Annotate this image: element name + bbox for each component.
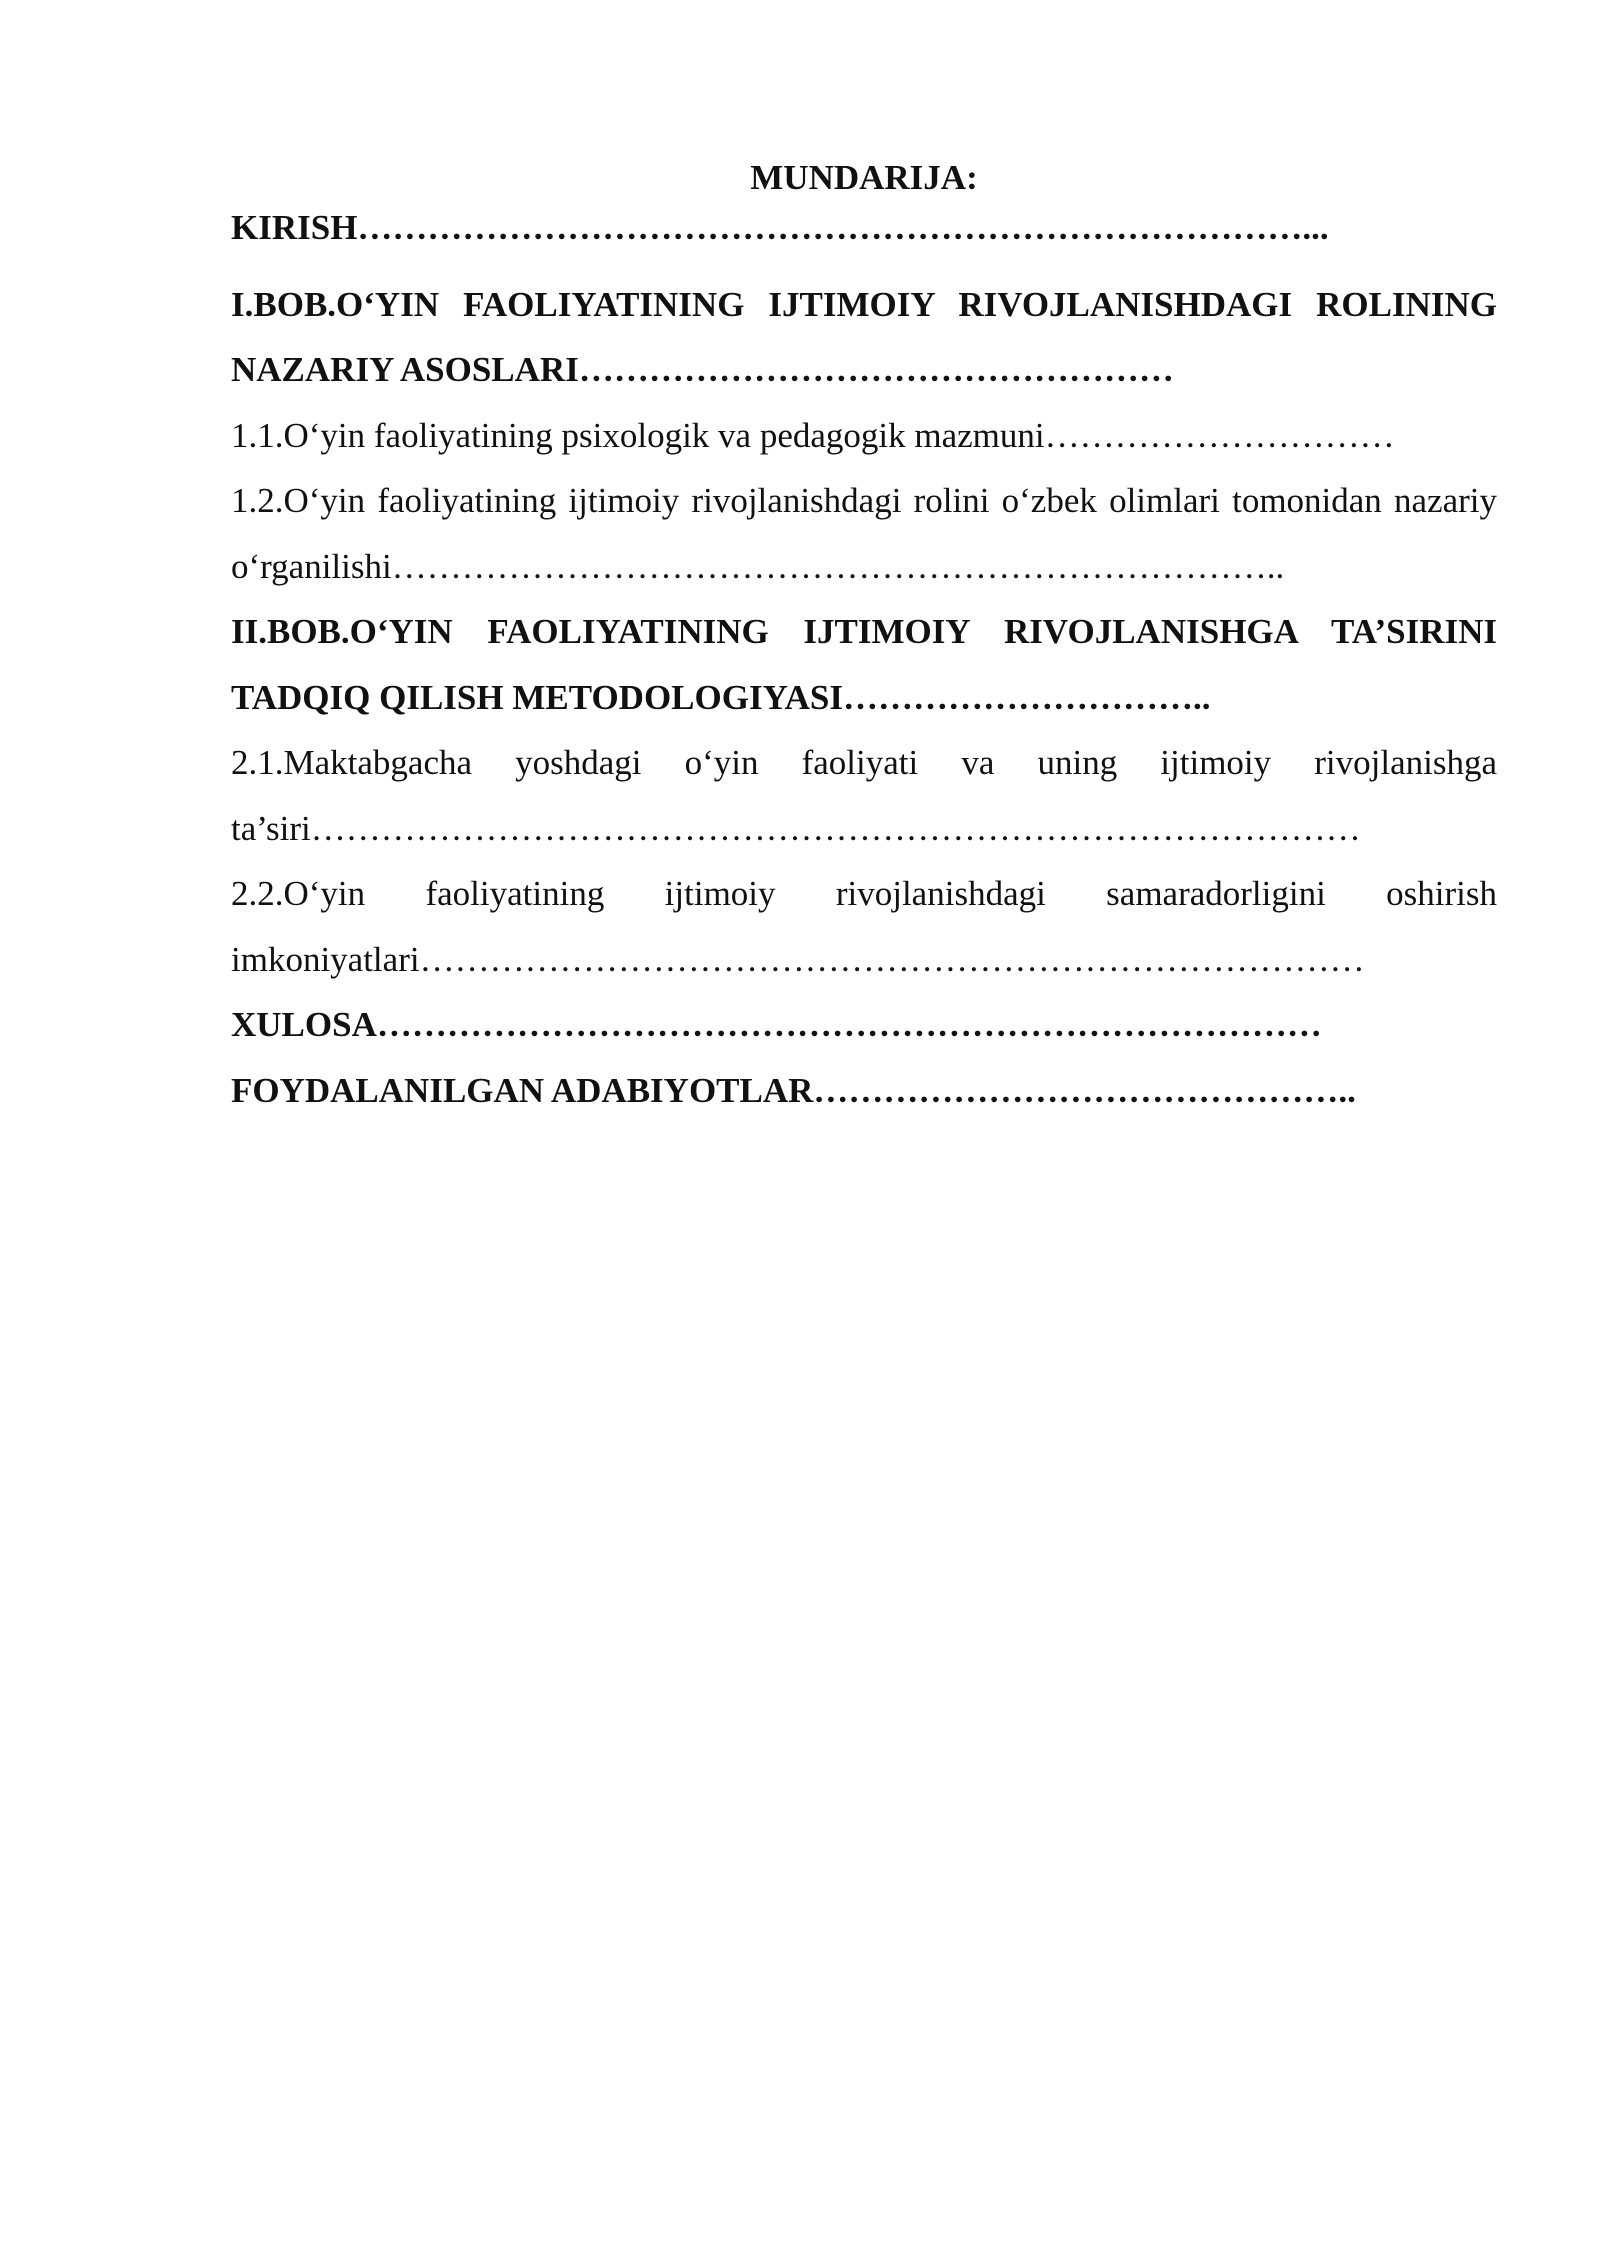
toc-entry-xulosa: XULOSA……………………………………………………………………… [231,1005,1322,1044]
table-of-contents [231,150,1497,1123]
toc-entry-kirish: KIRISH………………………………………………………………………... [231,208,1329,247]
toc-entry-section-1-1: 1.1.O‘yin faoliyatining psixologik va pedagogik mazmuni………………………… [231,415,1395,455]
toc-entry-chapter-2: II.BOB.O‘YIN FAOLIYATINING IJTIMOIY RIVOJLANISHGA TA’SIRINI TADQIQ QILISH METODOLOGIYASI………………………….. [231,612,1497,717]
toc-entry-section-2-2: 2.2.O‘yin faoliyatining ijtimoiy rivojlanishdagi samaradorligini oshirish imkoniyatlari……………………………………………………………………… [231,874,1497,979]
toc-entry-chapter-1: I.BOB.O‘YIN FAOLIYATINING IJTIMOIY RIVOJLANISHDAGI ROLINING NAZARIY ASOSLARI…………………………………………… [231,284,1497,389]
toc-entry-references: FOYDALANILGAN ADABIYOTLAR……………………………………….. [231,1070,1356,1110]
toc-entry-section-2-1: 2.1.Maktabgacha yoshdagi o‘yin faoliyati va uning ijtimoiy rivojlanishga ta’siri……………………………………………………………………………… [231,743,1497,848]
toc-title: MUNDARIJA: [750,158,978,197]
toc-entry-section-1-2: 1.2.O‘yin faoliyatining ijtimoiy rivojlanishdagi rolini o‘zbek olimlari tomonidan nazariy o‘rganilishi………………………………………………………………….. [231,481,1497,586]
